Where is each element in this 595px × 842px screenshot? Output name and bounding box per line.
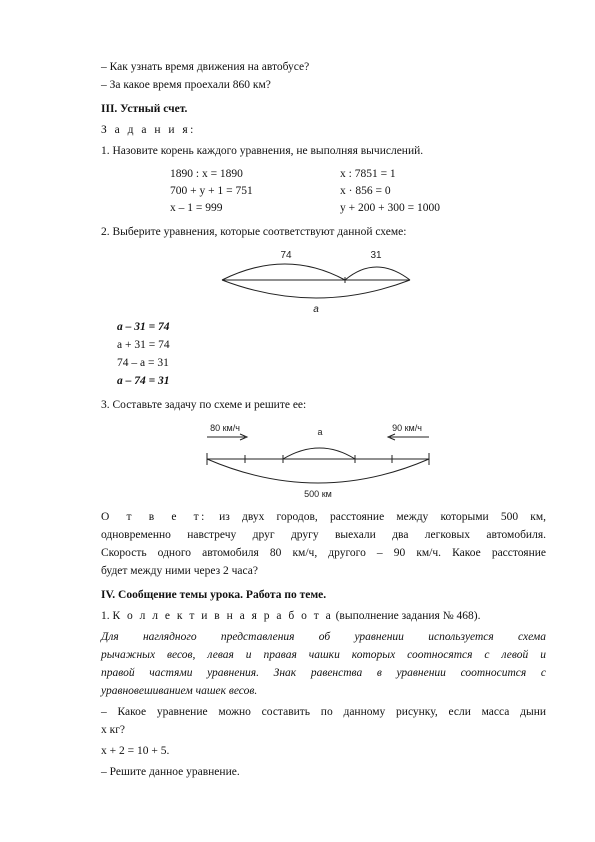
equation: x + 2 = 10 + 5. xyxy=(101,745,170,757)
equation: x · 856 = 0 xyxy=(340,185,391,197)
answer-label: О т в е т: xyxy=(101,511,207,523)
explanation-line: уравновешиванием чашек весов. xyxy=(101,685,258,697)
equation: 1890 : x = 1890 xyxy=(170,168,243,180)
answer-line: одновременно навстречу друг другу выехали два легковых автомобиля. xyxy=(101,529,546,541)
work-label: К о л л е к т и в н а я р а б о т а xyxy=(112,610,333,622)
question-line: – Какое уравнение можно составить по данному рисунку, если масса дыни xyxy=(101,706,546,718)
speed-label-right: 90 км/ч xyxy=(392,423,422,433)
answer-line: будет между ними через 2 часа? xyxy=(101,565,258,577)
segment-label-left: 74 xyxy=(280,250,292,261)
segment-label-total: a xyxy=(313,304,319,315)
equation: y + 200 + 300 = 1000 xyxy=(340,202,440,214)
equation-option: a – 31 = 74 xyxy=(117,321,170,333)
middle-distance-label: a xyxy=(317,427,323,437)
speed-label-left: 80 км/ч xyxy=(210,423,240,433)
explanation-line: Для наглядного представления об уравнении используется схема xyxy=(101,631,546,643)
tasks-label: З а д а н и я: xyxy=(101,124,196,136)
equation-option: a – 74 = 31 xyxy=(117,375,170,387)
task-text: 2. Выберите уравнения, которые соответствуют данной схеме: xyxy=(101,226,407,238)
explanation-line: рычажных весов, левая и правая чашки которых соотносятся с левой и xyxy=(101,649,546,661)
task-text: 1. Назовите корень каждого уравнения, не выполняя вычислений. xyxy=(101,145,424,157)
work-prefix: 1. xyxy=(101,610,110,622)
segment-scheme xyxy=(210,244,420,316)
task-text: 3. Составьте задачу по схеме и решите ее: xyxy=(101,399,307,411)
answer-text: из двух городов, расстояние между которыми 500 км, xyxy=(219,511,547,523)
equation-option: 74 – a = 31 xyxy=(117,357,169,369)
equation: 700 + y + 1 = 751 xyxy=(170,185,253,197)
answer-line xyxy=(101,510,546,524)
equation: x : 7851 = 1 xyxy=(340,168,396,180)
motion-scheme xyxy=(195,415,440,505)
answer-line: Скорость одного автомобиля 80 км/ч, другого – 90 км/ч. Какое расстояние xyxy=(101,547,546,559)
equation: x – 1 = 999 xyxy=(170,202,223,214)
segment-label-right: 31 xyxy=(370,250,382,261)
question-line: – За какое время проехали 860 км? xyxy=(101,79,271,91)
explanation-line: правой частями уравнения. Знак равенства в уравнении соотносится с xyxy=(101,667,546,679)
question-line: – Как узнать время движения на автобусе? xyxy=(101,61,310,73)
equation-option: a + 31 = 74 xyxy=(117,339,170,351)
question-line: x кг? xyxy=(101,724,126,736)
section-heading: III. Устный счет. xyxy=(101,103,188,115)
work-line xyxy=(101,609,481,623)
question-line: – Решите данное уравнение. xyxy=(101,766,240,778)
section-heading: IV. Сообщение темы урока. Работа по теме. xyxy=(101,589,327,601)
work-rest: (выполнение задания № 468). xyxy=(335,610,481,622)
total-distance-label: 500 км xyxy=(304,489,332,499)
